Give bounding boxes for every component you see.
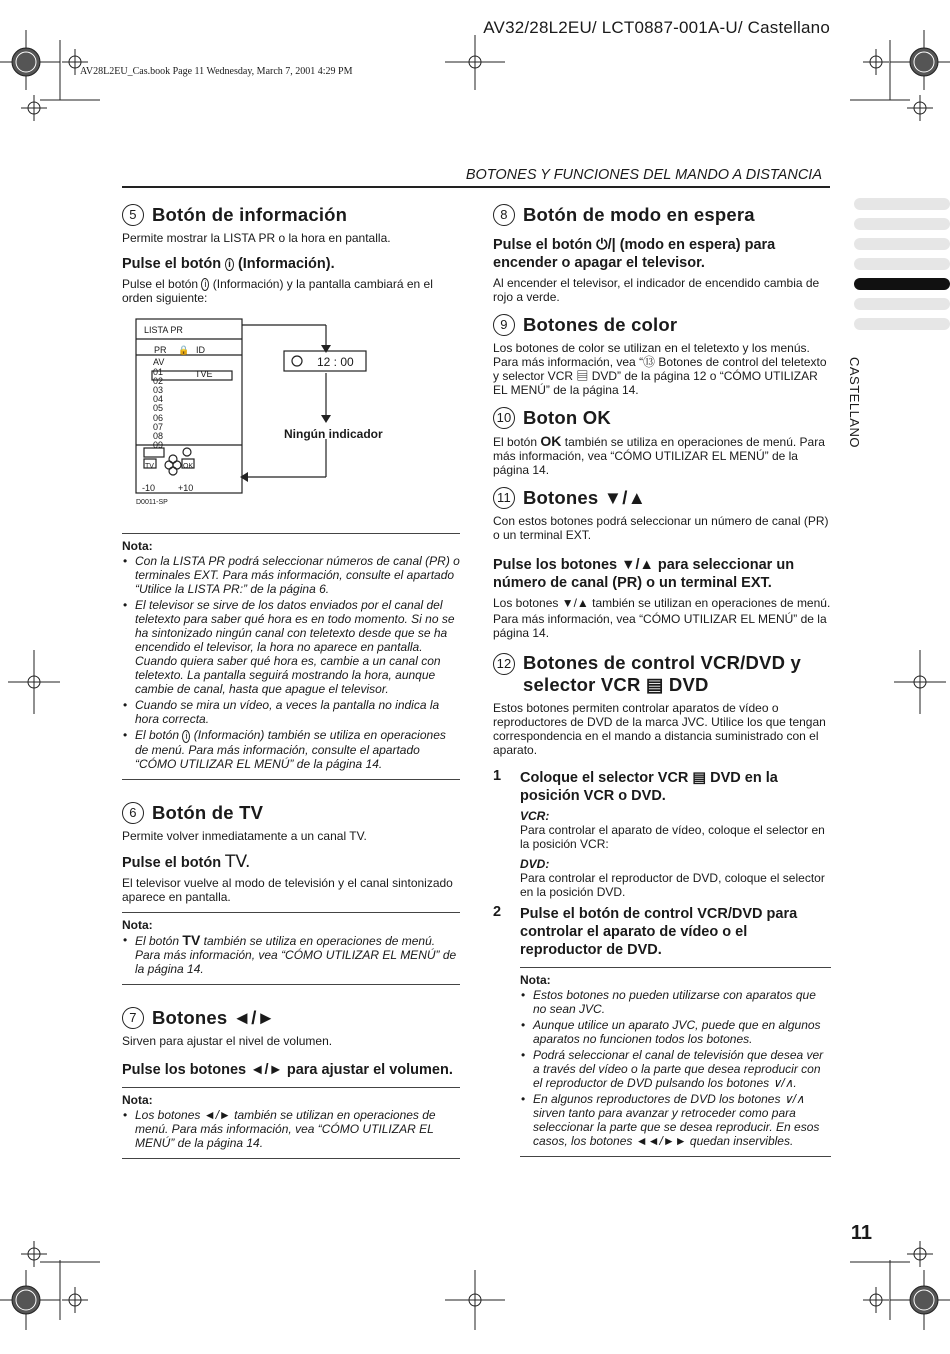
right-column: 8 Botón de modo en espera Pulse el botón ⏻/| (modo en espera) para encender o apagar el televisor. Al encender el televisor, el indicador de encendido cambia de rojo a verde. 9 Botones de color Los botones de color se utilizan en el teletexto y los menús. Para más información, vea “⑬ Botones de control del teletexto y selector VCR ▤ DVD” de la página 12 o “CÓMO UTILIZAR EL MENÚ” de la página 14. 10 Boton OK El botón OK también se utiliza en operaciones de menú. Para más información, vea “CÓMO UTILIZAR EL MENÚ” de la página 14. 11 Botones ▼/▲ Con estos botones podrá seleccionar un número de canal (PR) o un terminal EXT. Pulse los botones ▼/▲ para seleccionar un número de canal (PR) o un terminal EXT. Los botones ▼/▲ también se utilizan en operaciones de menú. Para más información, vea “CÓMO UTILIZAR EL MENÚ” de la página 14. 12 Botones de control VCR/DVD y selector VCR ▤ DVD Estos botones permiten controlar aparatos de vídeo o reproductores de DVD de la marca JVC. Utilice los que tengan correspondencia en el mando a distancia suministrado con el aparato. 1 Coloque el selector VCR ▤ DVD en la posición VCR o DVD. VCR: Para controlar el aparato de vídeo, coloque el selector en la posición VCR: DVD: Para controlar el reproductor de DVD, coloque el selector en la posición DVD. 2 Pulse el botón de control VCR/DVD para controlar el aparato de vídeo o el reproductor de DVD. Nota: • Estos botones no pueden utilizarse con aparatos que no sean JVC. • Aunque utilice un aparato JVC, puede que en algunos aparatos no funcionen todos los botones. • Podrá seleccionar el canal de televisión que desea ver a través del vídeo o la parte que desea reproducir con el reproductor de DVD pulsando los botones ∨/∧. • En algunos reproductores de DVD los botones ∨/∧ sirven tanto para avanzar y retroceder como para seleccionar la parte que se desea reproducir. En esos casos, los botones ◄◄/►► quedan inservibles.	[493, 204, 831, 1157]
note-box: Nota: • Los botones ◄/► también se utilizan en operaciones de menú. Para más información, vea “CÓMO UTILIZAR EL MENÚ” de la página 14.	[122, 1087, 460, 1159]
channel-list: AV 01 02 03 04 05 06 07 08 09	[153, 357, 165, 451]
chapter-tab	[854, 258, 950, 270]
note-box: Nota: • Estos botones no pueden utilizarse con aparatos que no sean JVC. • Aunque utilice un aparato JVC, puede que en algunos aparatos no funcionen todos los botones. • Podrá seleccionar el canal de televisión que desea ver a través del vídeo o la parte que desea reproducir con el reproductor de DVD pulsando los botones ∨/∧. • En algunos reproductores de DVD los botones ∨/∧ sirven tanto para avanzar y retroceder como para seleccionar la parte que se desea reproducir. En esos casos, los botones ◄◄/►► quedan inservibles.	[520, 967, 831, 1157]
chapter-tab	[854, 218, 950, 230]
tv-icon: TV.	[225, 851, 251, 872]
page-number: 11	[850, 1222, 872, 1244]
note-item: • El botón i (Información) también se utiliza en operaciones de menú. Para más información, consulte el apartado “CÓMO UTILIZAR EL MENÚ” de la página 14.	[135, 728, 460, 770]
chapter-tab	[854, 318, 950, 330]
section-header: BOTONES Y FUNCIONES DEL MANDO A DISTANCIA	[465, 167, 822, 183]
section-desc: Permite mostrar la LISTA PR o la hora en pantalla.	[122, 231, 391, 245]
ok-button: OK	[183, 463, 194, 471]
section-7-heading: 7 Botones ◄/►	[122, 1007, 460, 1029]
left-column: 5 Botón de información Permite mostrar la LISTA PR o la hora en pantalla. Pulse el botón i (Información). Pulse el botón i (Información) y la pantalla cambiará en el orden siguiente: LISTA PR PR 🔒 ID AV 01 02 03 04 05 06 07 08 09 TVE TV OK -10 +10 D0011-SP 12 : 00 Ningún indicador Nota: • Con la LISTA PR podrá seleccionar números de canal (PR) o terminales EXT. Para más información, consulte el apartado “Utilice la LISTA PR:” de la página 6. • El televisor se sirve de los datos enviados por el canal del teletexto para saber qué hora es en todo momento. Si no se ha sintonizado ningún canal con teletexto desde que se ha encendido el televisor, la hora no aparece en pantalla. Cuando quiera saber qué hora es, cambie a un canal con teletexto. La pantalla seguirá mostrando la hora, aunque cambie de canal, hasta que apague el televisor. • Cuando se mira un vídeo, a veces la pantalla no indica la hora correcta. • El botón i (Información) también se utiliza en operaciones de menú. Para más información, consulte el apartado “CÓMO UTILIZAR EL MENÚ” de la página 14. 6 Botón de TV Permite volver inmediatamente a un canal TV. Pulse el botón TV. El televisor vuelve al modo de televisión y el canal sintonizado aparece en pantalla. Nota: • El botón TV también se utiliza en operaciones de menú. Para más información, vea “CÓMO UTILIZAR EL MENÚ” de la página 14. 7 Botones ◄/► Sirven para ajustar el nivel de volumen. Pulse los botones ◄/► para ajustar el volumen. Nota: • Los botones ◄/► también se utilizan en operaciones de menú. Para más información, vea “CÓMO UTILIZAR EL MENÚ” de la página 14.	[122, 204, 460, 1159]
section-5-heading	[122, 204, 460, 226]
section-8-heading: 8 Botón de modo en espera	[493, 204, 831, 226]
lock-icon: 🔒	[178, 345, 190, 356]
col-id: ID	[196, 345, 205, 356]
note-item: • El televisor se sirve de los datos enviados por el canal del teletexto para saber qué hora es en todo momento. Si no se ha sintonizado ningún canal con teletexto desde que se ha encendido el televisor, la hora no aparece en pantalla. Cuando quiera saber qué hora es, cambie a un canal con teletexto. La pantalla seguirá mostrando la hora, aunque cambie de canal, hasta que apague el televisor.	[135, 598, 460, 696]
section-number: 5	[122, 204, 144, 226]
header-rule	[122, 186, 830, 188]
info-icon: i	[201, 278, 209, 291]
screen-sequence-diagram	[122, 315, 460, 523]
section-subheading: Pulse el botón i (Información).	[122, 256, 335, 272]
chapter-tabs	[842, 198, 950, 338]
chapter-tab-active	[854, 278, 950, 290]
tv-icon: TV	[182, 931, 201, 948]
section-9-heading: 9 Botones de color	[493, 314, 831, 336]
info-icon: i	[225, 258, 234, 271]
book-info-line: AV28L2EU_Cas.book Page 11 Wednesday, March 7, 2001 4:29 PM	[80, 66, 353, 77]
info-icon: i	[182, 730, 190, 743]
note-box: Nota: • El botón TV también se utiliza en operaciones de menú. Para más información, vea “CÓMO UTILIZAR EL MENÚ” de la página 14.	[122, 912, 460, 985]
note-item: • Cuando se mira un vídeo, a veces la pantalla no indica la hora correcta.	[135, 698, 460, 726]
col-pr: PR	[154, 345, 167, 356]
plus-ten: +10	[178, 483, 194, 494]
step-1: 1 Coloque el selector VCR ▤ DVD en la posición VCR o DVD.	[493, 768, 778, 804]
diagram-lines	[122, 315, 460, 523]
clock-display: 12 : 00	[317, 355, 354, 370]
chapter-tab	[854, 298, 950, 310]
ok-icon: OK	[540, 433, 562, 449]
step-2: 2 Pulse el botón de control VCR/DVD para controlar el aparato de vídeo o el reproductor de DVD.	[493, 904, 798, 958]
section-title: Botón de información	[152, 204, 348, 225]
minus-ten: -10	[142, 483, 156, 494]
section-11-heading: 11 Botones ▼/▲	[493, 487, 831, 509]
section-6-heading: 6 Botón de TV	[122, 802, 460, 824]
section-10-heading: 10 Boton OK	[493, 407, 831, 429]
diagram-code: D0011-SP	[136, 499, 168, 507]
section-body: Pulse el botón i (Información) y la pantalla cambiará en el orden siguiente:	[122, 277, 433, 306]
section-12-heading: 12 Botones de control VCR/DVD y selector VCR ▤ DVD	[493, 652, 831, 696]
channel-id: TVE	[195, 369, 213, 380]
note-box: Nota: • Con la LISTA PR podrá seleccionar números de canal (PR) o terminales EXT. Para más información, consulte el apartado “Utilice la LISTA PR:” de la página 6. • El televisor se sirve de los datos enviados por el canal del teletexto para saber qué hora es en todo momento. Si no se ha sintonizado ningún canal con teletexto desde que se ha encendido el televisor, la hora no aparece en pantalla. Cuando quiera saber qué hora es, cambie a un canal con teletexto. La pantalla seguirá mostrando la hora, aunque cambie de canal, hasta que apague el televisor. • Cuando se mira un vídeo, a veces la pantalla no indica la hora correcta. • El botón i (Información) también se utiliza en operaciones de menú. Para más información, consulte el apartado “CÓMO UTILIZAR EL MENÚ” de la página 14.	[122, 533, 460, 779]
tv-button: TV	[145, 463, 154, 471]
note-item: • Con la LISTA PR podrá seleccionar números de canal (PR) o terminales EXT. Para más información, consulte el apartado “Utilice la LISTA PR:” de la página 6.	[135, 554, 460, 596]
list-title: LISTA PR	[144, 325, 183, 336]
chapter-tab	[854, 238, 950, 250]
no-indicator-label: Ningún indicador	[284, 427, 383, 442]
chapter-tab	[854, 198, 950, 210]
document-title: AV32/28L2EU/ LCT0887-001A-U/ Castellano	[483, 18, 830, 37]
side-language-label: CASTELLANO	[847, 357, 862, 448]
